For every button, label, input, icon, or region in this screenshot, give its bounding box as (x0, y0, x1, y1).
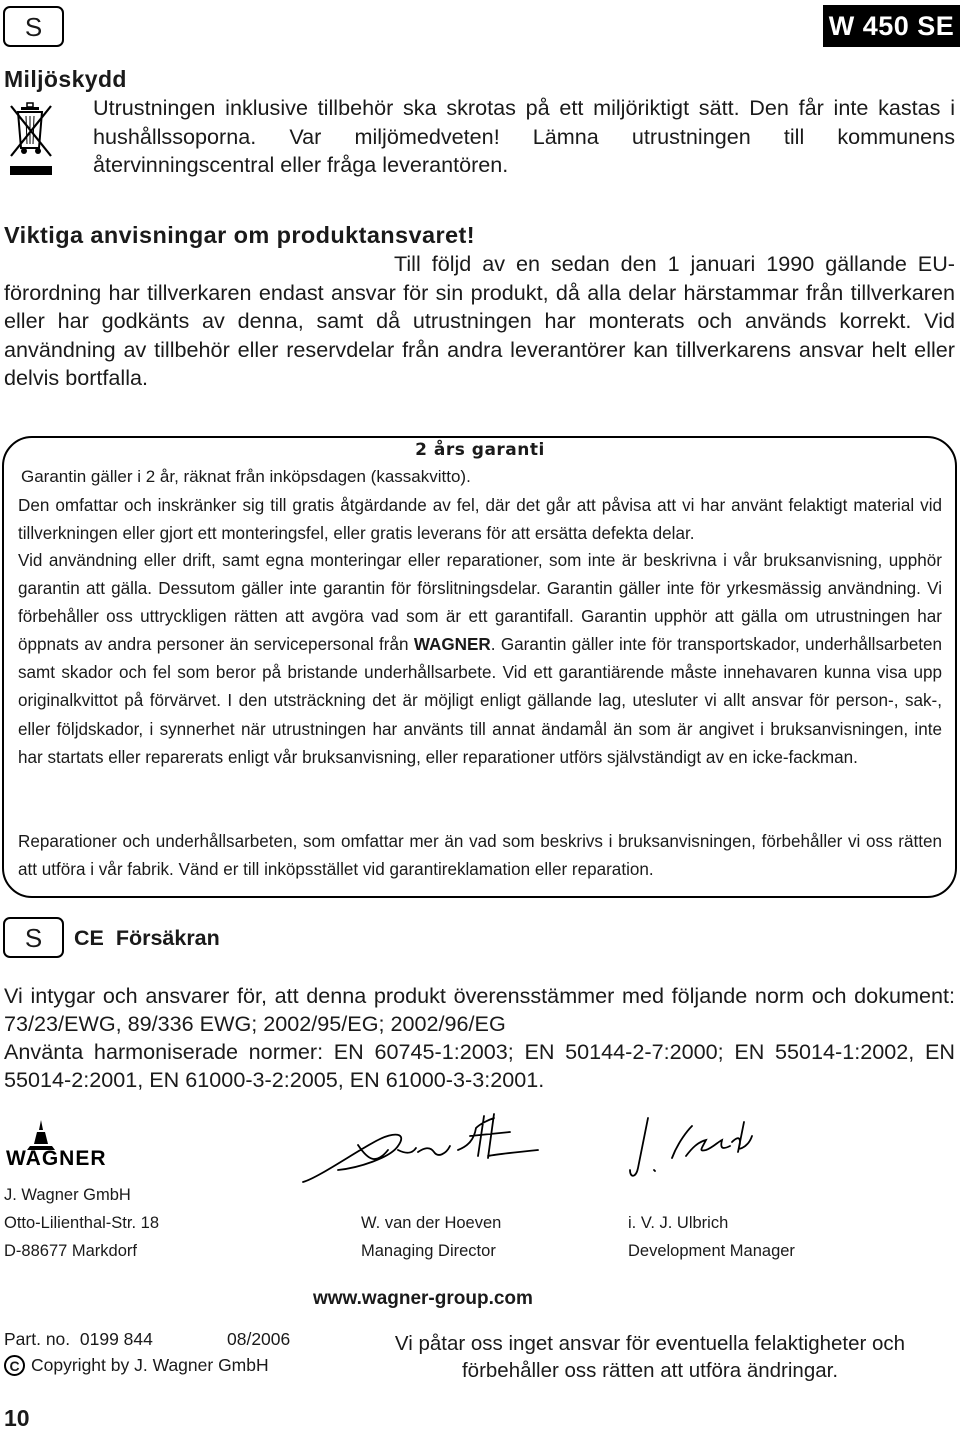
ce-language-badge (3, 917, 64, 958)
warranty-intro: Garantin gäller i 2 år, räknat från inköpsdagen (kassakvitto). (21, 467, 471, 486)
wagner-brand-text: WAGNER (413, 635, 491, 655)
language-badge (3, 6, 64, 47)
disclaimer-line-2: förbehåller oss rätten att utföra ändringar. (461, 1359, 839, 1382)
warranty-p2-end: . Garantin gäller inte för transportskador, underhållsarbeten samt skador och fel som beror på bristande underhållsarbete. Vid ett garantiärende måste innehavaren kunna visa upp originalkvittot på förvärvet. I den utsträckning det är möjligt enligt gällande lag, utesluter vi allt ansvar för person-, sak-, eller följdskador, i synnerhet när utrustningen har använts till annat ändamål än som är angivet i bruksanvisningen, inte har startats eller reparerats enligt vår bruksanvisning, eller reparationer utförs självständigt av en icke-fackman. (18, 635, 942, 767)
ce-paragraph-2: Använta harmoniserade normer: EN 60745-1:2003; EN 50144-2-7:2000; EN 55014-1:2002, EN 55014-2:2001, EN 61000-3-2:2005, EN 61000-3-3:2001. (4, 1039, 955, 1093)
ce-paragraph-1: Vi intygar och ansvarer för, att denna produkt överensstämmer med följande norm och dokument: 73/23/EWG, 89/336 EWG; 2002/95/EG; 2002/96/EG (4, 983, 955, 1037)
company-street: Otto-Lilienthal-Str. 18 (4, 1214, 159, 1232)
part-number: Part. no. 0199 844 (4, 1329, 153, 1349)
company-city: D-88677 Markdorf (4, 1242, 137, 1260)
language-code: S (24, 11, 43, 42)
website-link[interactable]: www.wagner-group.com (313, 1288, 533, 1309)
signatory-2-name: i. V. J. Ulbrich (628, 1214, 729, 1232)
environment-heading: Miljöskydd (4, 66, 127, 92)
model-name: W 450 SE (828, 10, 955, 41)
warranty-paragraph-2 (18, 547, 942, 772)
signature-ulbrich (626, 1112, 756, 1184)
model-label (823, 5, 960, 47)
liability-heading: Viktiga anvisningar om produktansvaret! (4, 222, 475, 248)
ce-language-code: S (24, 922, 43, 953)
crossed-out-wheeled-bin-icon (8, 98, 54, 178)
wagner-logo-text: WAGNER (6, 1147, 107, 1168)
disclaimer (350, 1330, 950, 1384)
warranty-paragraph-1: Den omfattar och inskränker sig till gratis åtgärdande av fel, där det går att påvisa att vi har använt felaktigt material vid tillverkningen eller gjort ett monteringsfel, eller gratis leverans för att ersätta defekta delar. (18, 496, 942, 544)
liability-text (4, 250, 955, 393)
environment-text: Utrustningen inklusive tillbehör ska skrotas på ett miljöriktigt sätt. Den får inte kastas i hushållssoporna. Var miljömedveten! Lämna utrustningen till kommunens återvinningscentral eller fråga leverantören. (93, 95, 955, 178)
signatory-1-name: W. van der Hoeven (361, 1214, 502, 1232)
edition-date: 08/2006 (227, 1329, 291, 1349)
copyright-icon: C (4, 1355, 25, 1376)
wagner-logo (6, 1118, 146, 1168)
warranty-paragraph-3: Reparationer och underhållsarbeten, som omfattar mer än vad som beskrivs i bruksanvisningen, förbehåller vi oss rätten att utföra i vår fabrik. Vänd er till inköpsstället vid garantireklamation eller reparation. (18, 832, 942, 880)
warranty-p2-start: Vid användning eller drift, samt egna monteringar eller reparationer, som inte är beskrivna i vår bruksanvisning, upphör garantin att gälla. Dessutom gäller inte garantin för förslitningsdelar. Garantin gäller inte för yrkesmässig användning. Vi förbehåller oss uttryckligen rätten att avgöra vad som är ett garantifall. Garantin upphör att gälla om utrustningen har öppnats av andra personer än servicepersonal från (18, 551, 942, 655)
ce-heading: CE Försäkran (74, 926, 220, 950)
copyright-line (4, 1355, 269, 1376)
signatory-2-role: Development Manager (628, 1242, 795, 1260)
copyright-text: Copyright by J. Wagner GmbH (31, 1355, 269, 1375)
signature-hoeven (298, 1110, 548, 1190)
signatory-1-role: Managing Director (361, 1242, 496, 1260)
disclaimer-line-1: Vi påtar oss inget ansvar för eventuella felaktigheter och (394, 1332, 906, 1355)
page-number: 10 (4, 1405, 30, 1431)
warranty-heading: 2 års garanti (415, 440, 545, 460)
liability-body: Till följd av en sedan den 1 januari 1990 gällande EU-förordning har tillverkaren endast ansvar för sin produkt, då alla delar härstammar från tillverkaren eller har godkänts av denna, samt då utrustningen har monterats och används korrekt. Vid användning av tillbehör eller reservdelar från andra leverantörer kan tillverkarens ansvar helt eller delvis bortfalla. (4, 251, 955, 391)
company-name: J. Wagner GmbH (4, 1186, 131, 1204)
